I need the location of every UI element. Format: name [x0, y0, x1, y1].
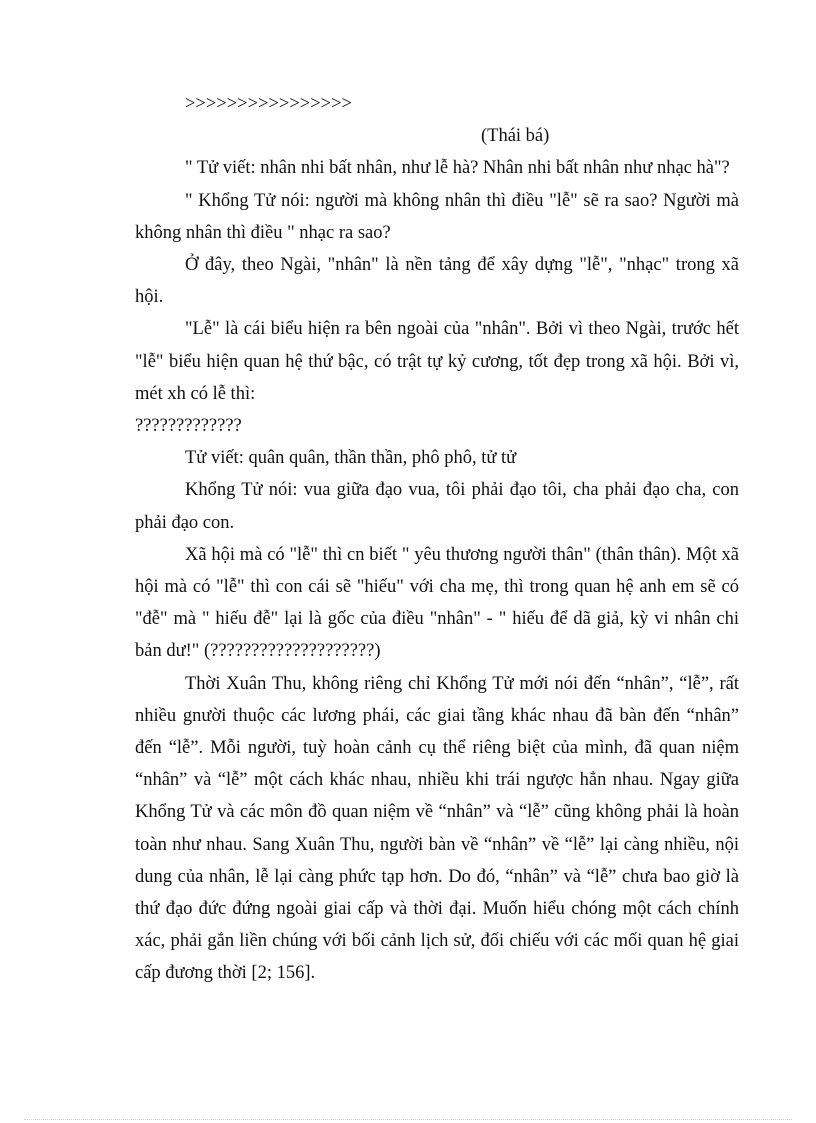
- paragraph-arrows: >>>>>>>>>>>>>>>>: [185, 94, 352, 114]
- paragraph-quan-quan: Tử viết: quân quân, thần thần, phô phô, tử tử: [185, 448, 517, 469]
- paragraph-thoi-xuan-thu: Thời Xuân Thu, không riêng chỉ Khổng Tử mới nói đến “nhân”, “lễ”, rất nhiều gnười thuộc các lương phái, các giai tầng khác nhau đã bàn đến “nhân” đến “lễ”. Mỗi người, tuỳ hoàn cảnh cụ thể riêng biệt của mình, đã quan niệm “nhân” và “lễ” một cách khác nhau, nhiều khi trái ngược hẳn nhau. Ngay giữa Khổng Tử và các môn đồ quan niệm về “nhân” và “lễ” cũng không phải là hoàn toàn như nhau. Sang Xuân Thu, người bàn về “nhân” về “lễ” lại càng nhiều, nội dung của nhân, lễ lại càng phức tạp hơn. Do đó, “nhân” và “lễ” chưa bao giờ là thứ đạo đức đứng ngoài giai cấp và thời đại. Muốn hiểu chóng một cách chính xác, phải gắn liền chúng với bối cảnh lịch sử, đối chiếu với các mối quan hệ giai cấp đương thời [2; 156].: [135, 673, 739, 984]
- paragraph-nhan-nen-tang: Ở đây, theo Ngài, "nhân" là nền tảng để xây dựng "lễ", "nhạc" trong xã hội.: [135, 255, 739, 308]
- paragraph-question-marks: ?????????????: [135, 416, 242, 437]
- paragraph-xa-hoi-co-le: Xã hội mà có "lễ" thì cn biết " yêu thương người thân" (thân thân). Một xã hội mà có "lễ" thì con cái sẽ "hiếu" với cha mẹ, thì trong quan hệ anh em sẽ có "đễ" mà " hiếu đễ" lại là gốc của điều "nhân" - " hiếu để dã giả, kỳ vi nhân chi bản dư!" (????????????????????): [135, 544, 739, 662]
- paragraph-khong-tu-noi-nhan: " Khổng Tử nói: người mà không nhân thì điều "lễ" sẽ ra sao? Người mà không nhân thì điều " nhạc ra sao?: [135, 190, 739, 243]
- paragraph-quote-tu-viet-nhan: " Tử viết: nhân nhi bất nhân, như lễ hà? Nhân nhi bất nhân như nhạc hà"?: [185, 158, 730, 179]
- paragraph-vua-giua-dao-vua: Khổng Tử nói: vua giữa đạo vua, tôi phải đạo tôi, cha phải đạo cha, con phải đạo con.: [135, 480, 739, 533]
- document-body: [135, 88, 739, 990]
- page-bottom-divider: [24, 1119, 792, 1120]
- paragraph-source-thai-ba: (Thái bá): [481, 126, 550, 147]
- paragraph-le-bieu-hien: "Lễ" là cái biểu hiện ra bên ngoài của "nhân". Bởi vì theo Ngài, trước hết "lễ" biểu hiện quan hệ thứ bậc, có trật tự kỷ cương, tốt đẹp trong xã hội. Bởi vì, mét xh có lễ thì:: [135, 319, 739, 404]
